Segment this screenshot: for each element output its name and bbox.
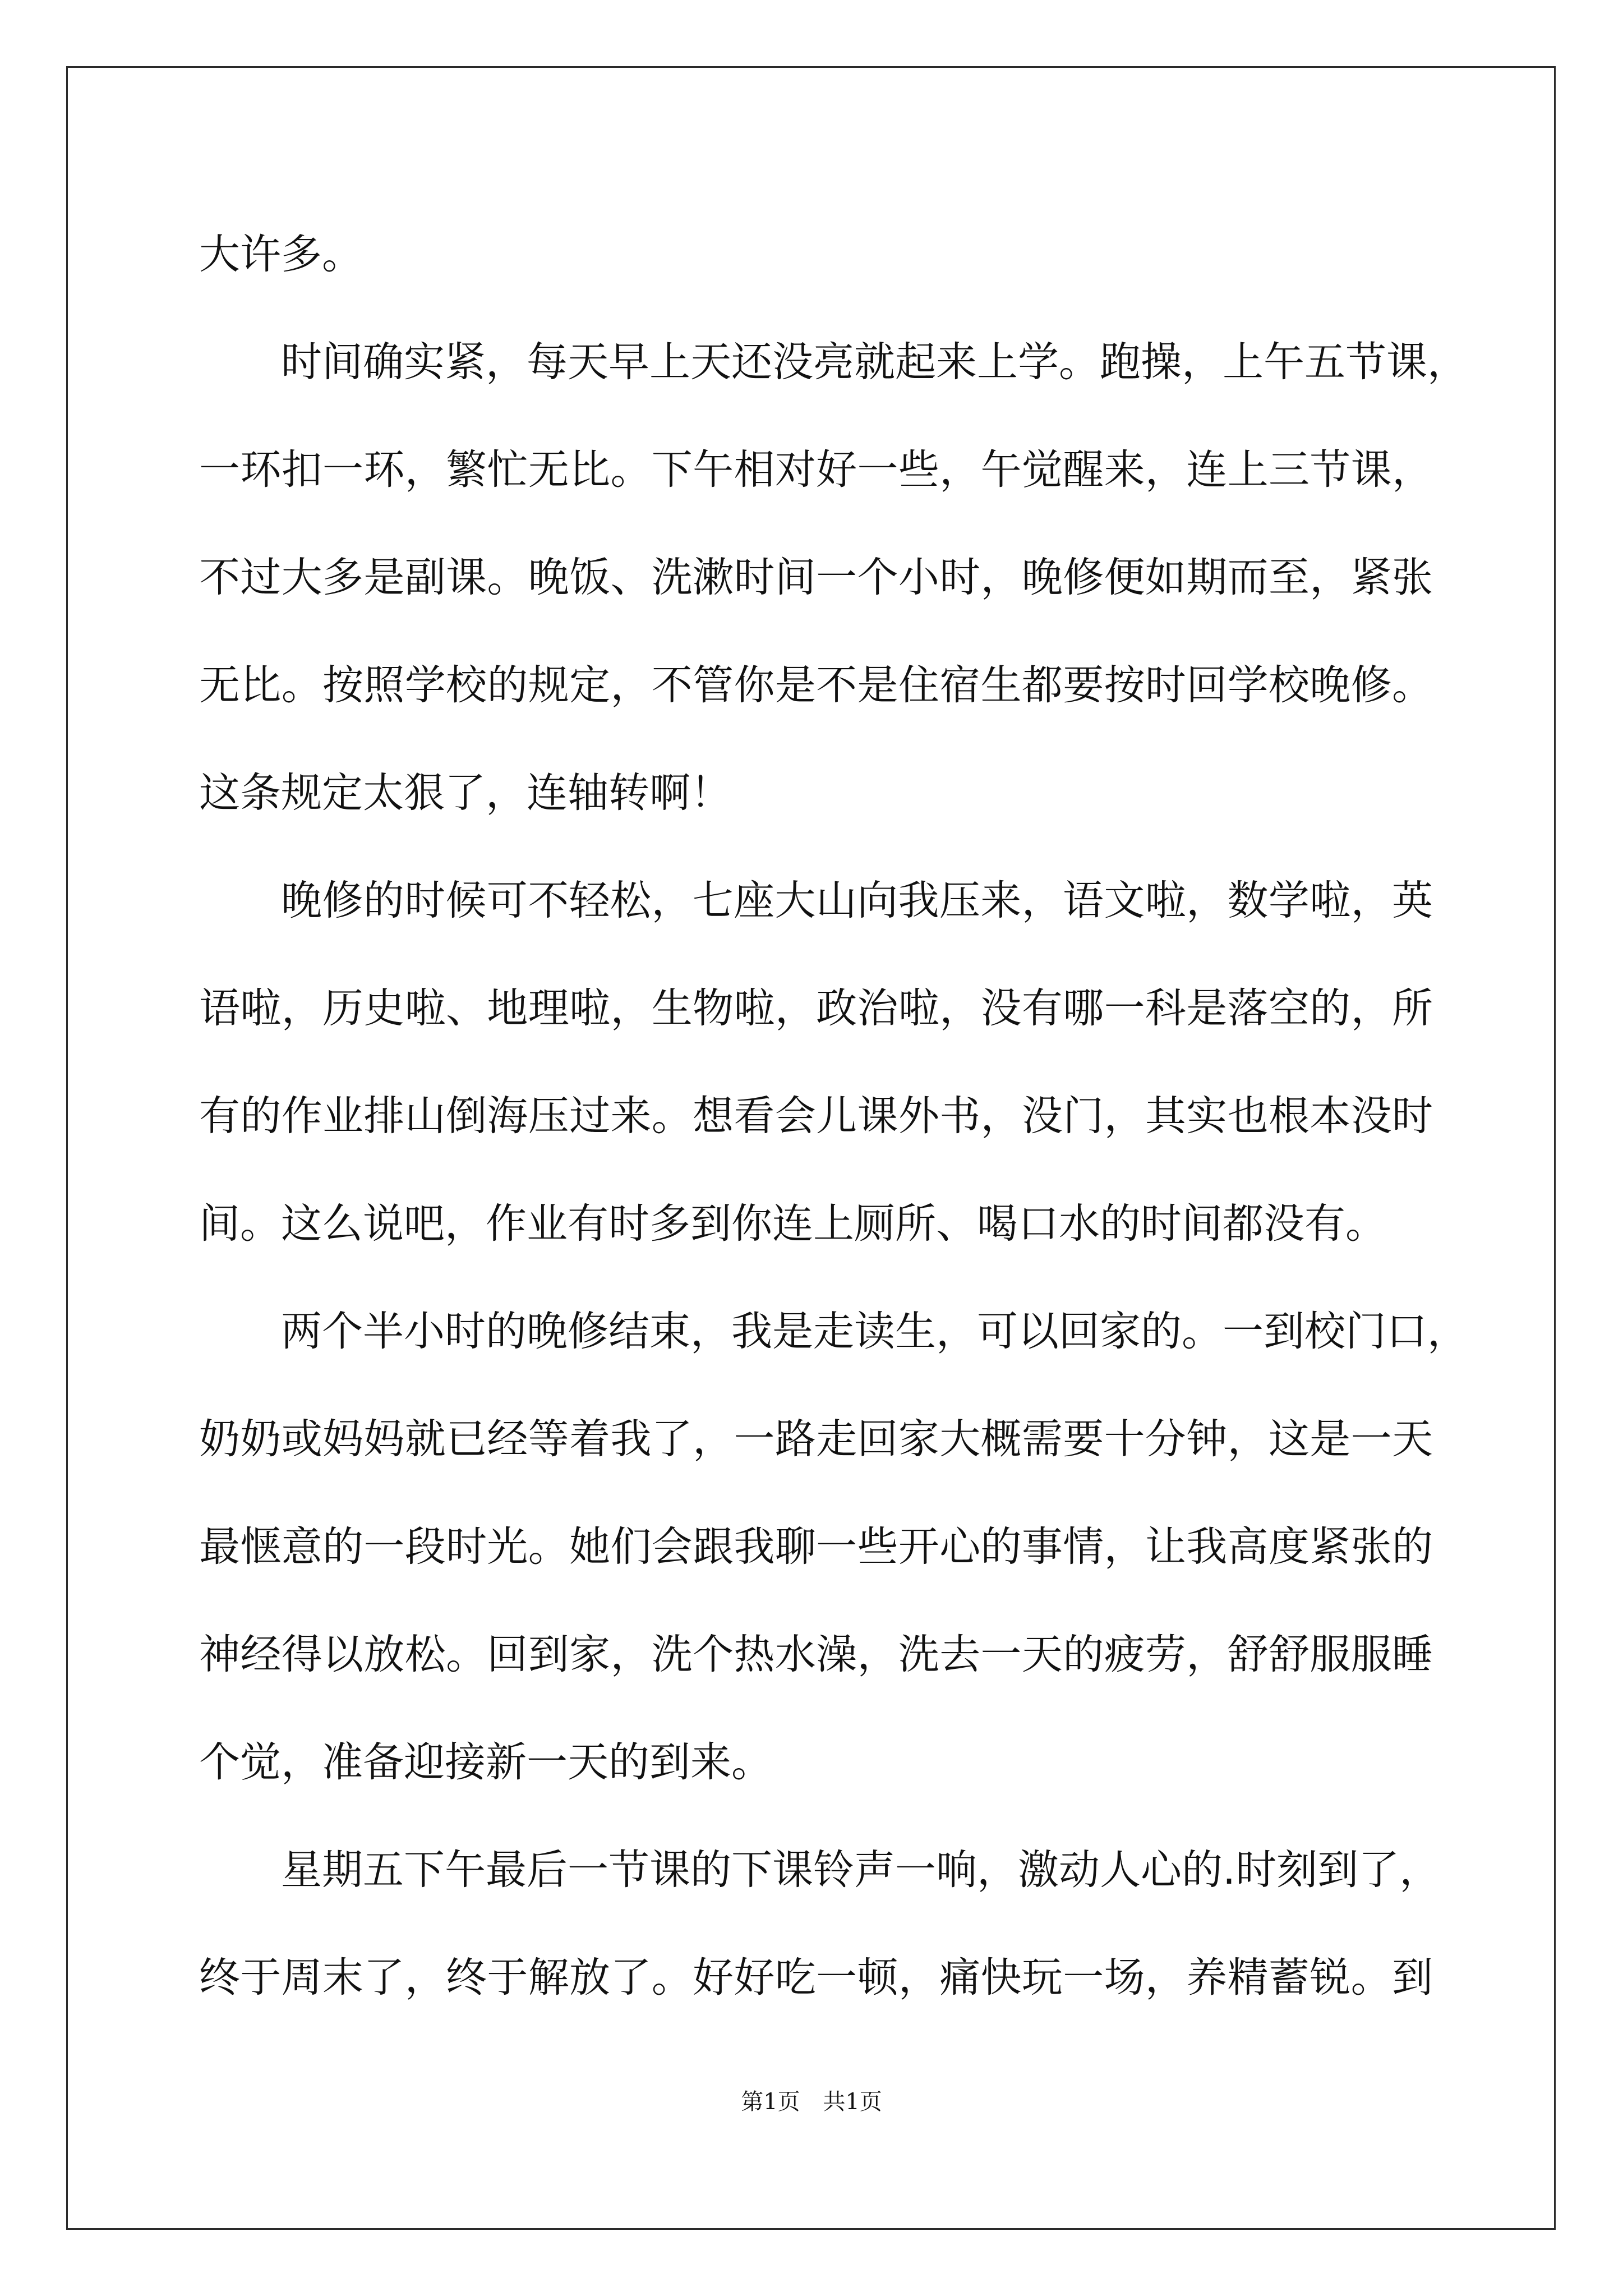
page-number: 第1页	[741, 2089, 800, 2115]
text-line: 奶奶或妈妈就已经等着我了，一路走回家大概需要十分钟，这是一天	[199, 1415, 1433, 1463]
text-line: 无比。按照学校的规定，不管你是不是住宿生都要按时回学校晚修。	[199, 661, 1433, 709]
text-line: 这条规定太狠了，连轴转啊！	[199, 769, 731, 817]
text-line: 神经得以放松。回到家，洗个热水澡，洗去一天的疲劳，舒舒服服睡	[199, 1631, 1433, 1678]
text-line: 语啦，历史啦、地理啦，生物啦，政治啦，没有哪一科是落空的，所	[199, 984, 1433, 1032]
text-line: 有的作业排山倒海压过来。想看会儿课外书，没门，其实也根本没时	[199, 1092, 1433, 1140]
page-footer	[0, 2084, 1623, 2116]
text-line: 最惬意的一段时光。她们会跟我聊一些开心的事情，让我高度紧张的	[199, 1523, 1433, 1571]
text-line: 大许多。	[199, 231, 363, 278]
page-total: 共1页	[823, 2089, 882, 2115]
text-line: 时间确实紧，每天早上天还没亮就起来上学。跑操，上午五节课，	[281, 338, 1468, 386]
text-line: 个觉，准备迎接新一天的到来。	[199, 1738, 772, 1786]
text-line: 终于周末了，终于解放了。好好吃一顿，痛快玩一场，养精蓄锐。到	[199, 1954, 1433, 2001]
text-line: 间。这么说吧，作业有时多到你连上厕所、喝口水的时间都没有。	[199, 1200, 1386, 1248]
text-line: 不过大多是副课。晚饭、洗漱时间一个小时，晚修便如期而至，紧张	[199, 554, 1433, 601]
text-line: 晚修的时候可不轻松，七座大山向我压来，语文啦，数学啦，英	[281, 877, 1433, 924]
document-body	[199, 201, 1468, 2032]
text-line: 一环扣一环，繁忙无比。下午相对好一些，午觉醒来，连上三节课，	[199, 446, 1433, 494]
text-line: 两个半小时的晚修结束，我是走读生，可以回家的。一到校门口，	[281, 1308, 1468, 1355]
text-line: 星期五下午最后一节课的下课铃声一响，激动人心的.时刻到了，	[281, 1846, 1441, 1894]
